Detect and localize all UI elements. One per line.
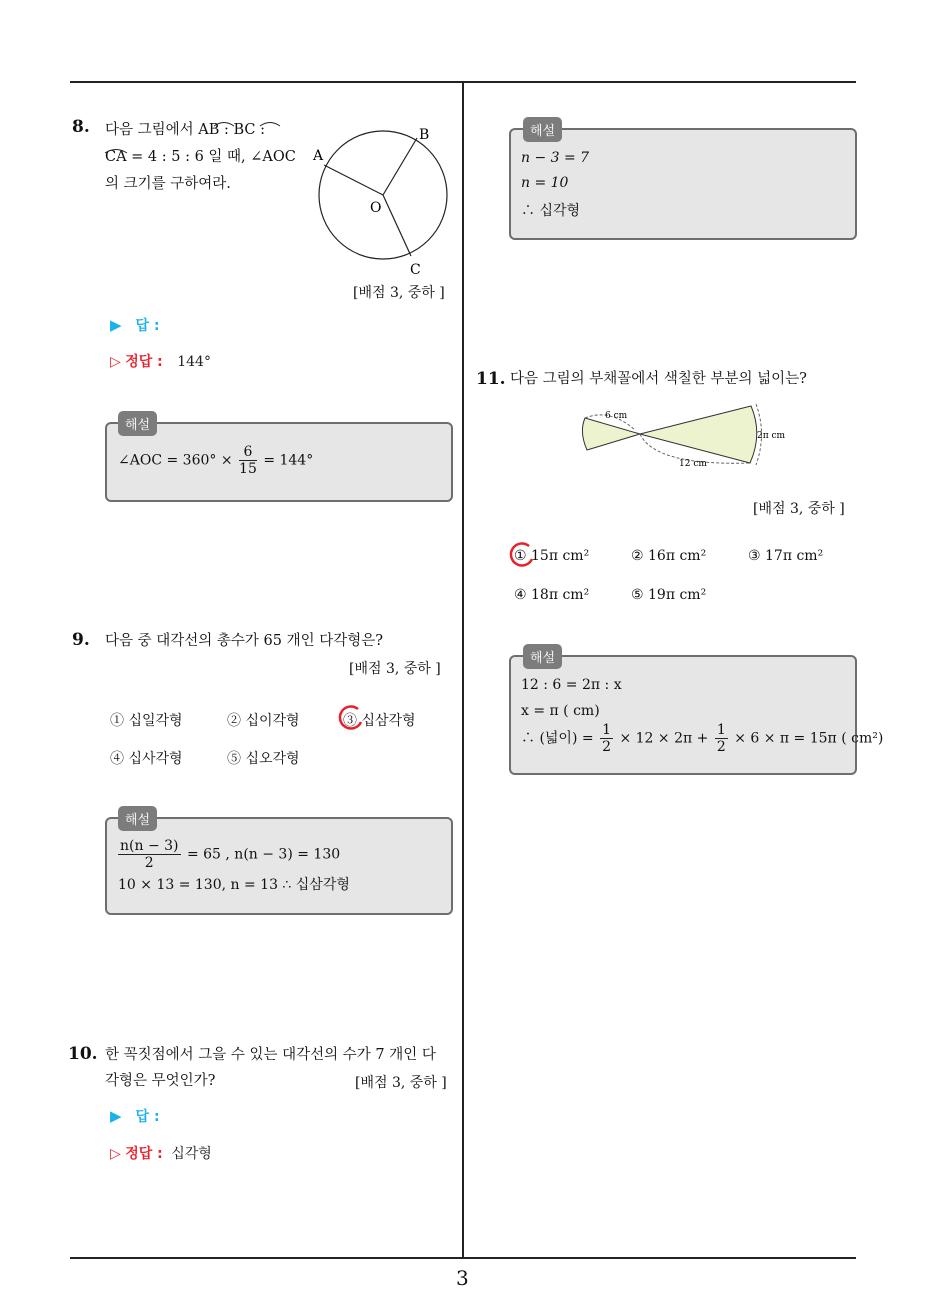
- question-10-number: 10.: [68, 1044, 98, 1064]
- question-11-explanation-line1: 12 : 6 = 2π : x: [521, 677, 622, 693]
- fraction-numerator: 1: [602, 722, 611, 738]
- question-9-number: 9.: [72, 630, 90, 650]
- fraction: [600, 722, 613, 755]
- choice-3[interactable]: ③ 17π cm²: [748, 548, 824, 564]
- question-8-explanation-line: [118, 444, 313, 477]
- label-radius-large: 12 cm: [679, 459, 707, 469]
- question-10-explanation-tag: 해설: [523, 117, 562, 142]
- point-label-o: O: [370, 200, 382, 216]
- arc-notation-marks: [100, 118, 300, 158]
- label-radius-small: 6 cm: [605, 411, 628, 421]
- question-8-number: 8.: [72, 117, 90, 137]
- fraction-denominator: 15: [239, 461, 257, 477]
- correct-label: 정답 :: [125, 354, 163, 370]
- choice-5[interactable]: ⑤ 19π cm²: [631, 587, 707, 603]
- question-10-line1: 한 꼭짓점에서 그을 수 있는 대각선의 수가 7 개인 다: [105, 1047, 436, 1063]
- choice-4[interactable]: ④ 십사각형: [110, 751, 183, 767]
- question-9-explanation-tag: 해설: [118, 806, 157, 831]
- question-8-explanation-tag: 해설: [118, 411, 157, 436]
- fraction-numerator: 1: [716, 722, 726, 738]
- fraction: [118, 838, 181, 871]
- question-8-correct-answer: [110, 351, 211, 371]
- outline-triangle-icon: ▷: [110, 1146, 121, 1162]
- question-8-line3: 의 크기를 구하여라.: [105, 176, 231, 192]
- fraction: [239, 444, 257, 477]
- question-10-explanation-line2: n = 10: [521, 175, 569, 191]
- fraction-denominator: 2: [602, 739, 611, 755]
- sector-figure: [575, 400, 790, 472]
- question-10-answer-label: [110, 1106, 160, 1126]
- question-11-text: 다음 그림의 부채꼴에서 색칠한 부분의 넓이는?: [510, 371, 807, 387]
- label-arc-length: 2π cm: [757, 431, 786, 441]
- choice-3[interactable]: ③ 십삼각형: [343, 713, 416, 729]
- choice-4[interactable]: ④ 18π cm²: [514, 587, 590, 603]
- question-10-correct-answer: [110, 1143, 212, 1163]
- choice-1[interactable]: ① 15π cm²: [514, 548, 590, 564]
- question-11-number: 11.: [476, 369, 506, 389]
- question-10-line2: 각형은 무엇인가?: [105, 1073, 216, 1089]
- question-11-score: [배점 3, 중하 ]: [753, 501, 845, 517]
- play-triangle-icon: ▶: [110, 316, 122, 334]
- fraction: [715, 722, 728, 755]
- exp-text: ∴ (넓이) =: [521, 730, 594, 747]
- point-label-b: B: [419, 127, 430, 143]
- play-triangle-icon: ▶: [110, 1107, 122, 1125]
- correct-value: 십각형: [171, 1146, 212, 1162]
- choice-1[interactable]: ① 십일각형: [110, 713, 183, 729]
- choice-2[interactable]: ② 십이각형: [227, 713, 300, 729]
- question-10-explanation-line3: ∴ 십각형: [521, 203, 581, 219]
- question-8-line2: CA = 4 : 5 : 6 일 때, ∠AOC: [105, 149, 296, 165]
- question-10-score: [배점 3, 중하 ]: [355, 1075, 447, 1091]
- question-11-explanation-tag: 해설: [523, 644, 562, 669]
- question-8-line1: 다음 그림에서 AB : BC :: [105, 122, 266, 138]
- question-9-explanation-line1: [116, 838, 340, 871]
- exp-text-tail: = 65 , n(n − 3) = 130: [186, 846, 341, 863]
- correct-value: 144°: [177, 354, 211, 370]
- outline-triangle-icon: ▷: [110, 354, 121, 370]
- point-label-a: A: [313, 148, 324, 164]
- selected-mark-circle: [336, 704, 366, 734]
- selected-mark-circle: [507, 541, 537, 571]
- question-9-score: [배점 3, 중하 ]: [349, 661, 441, 677]
- exp-text-mid: × 12 × 2π +: [619, 730, 709, 747]
- bottom-rule: [70, 1257, 856, 1259]
- point-label-c: C: [410, 262, 421, 278]
- question-11-explanation-line2: x = π ( cm): [521, 703, 600, 719]
- circle-figure: [305, 120, 465, 285]
- fraction-numerator: 6: [239, 444, 257, 461]
- answer-label-text: 답 :: [135, 318, 160, 334]
- fraction-denominator: 2: [144, 855, 154, 871]
- fraction-denominator: 2: [716, 739, 726, 755]
- page-number: 3: [456, 1266, 469, 1290]
- question-10-explanation-line1: n − 3 = 7: [521, 150, 590, 166]
- question-9-text: 다음 중 대각선의 총수가 65 개인 다각형은?: [105, 633, 383, 649]
- correct-label: 정답 :: [125, 1146, 163, 1162]
- question-8-answer-label: [110, 315, 160, 335]
- answer-label-text: 답 :: [135, 1109, 160, 1125]
- fraction-numerator: n(n − 3): [120, 838, 179, 854]
- exp-text: ∠AOC = 360° ×: [118, 452, 233, 469]
- question-11-explanation-line3: [521, 722, 883, 755]
- exp-text-tail: × 6 × π = 15π ( cm²): [734, 730, 884, 747]
- question-8-score: [배점 3, 중하 ]: [353, 285, 445, 301]
- choice-5[interactable]: ⑤ 십오각형: [227, 751, 300, 767]
- question-9-explanation-line2: 10 × 13 = 130, n = 13 ∴ 십삼각형: [118, 877, 350, 893]
- exp-text-tail: = 144°: [263, 452, 314, 469]
- choice-2[interactable]: ② 16π cm²: [631, 548, 707, 564]
